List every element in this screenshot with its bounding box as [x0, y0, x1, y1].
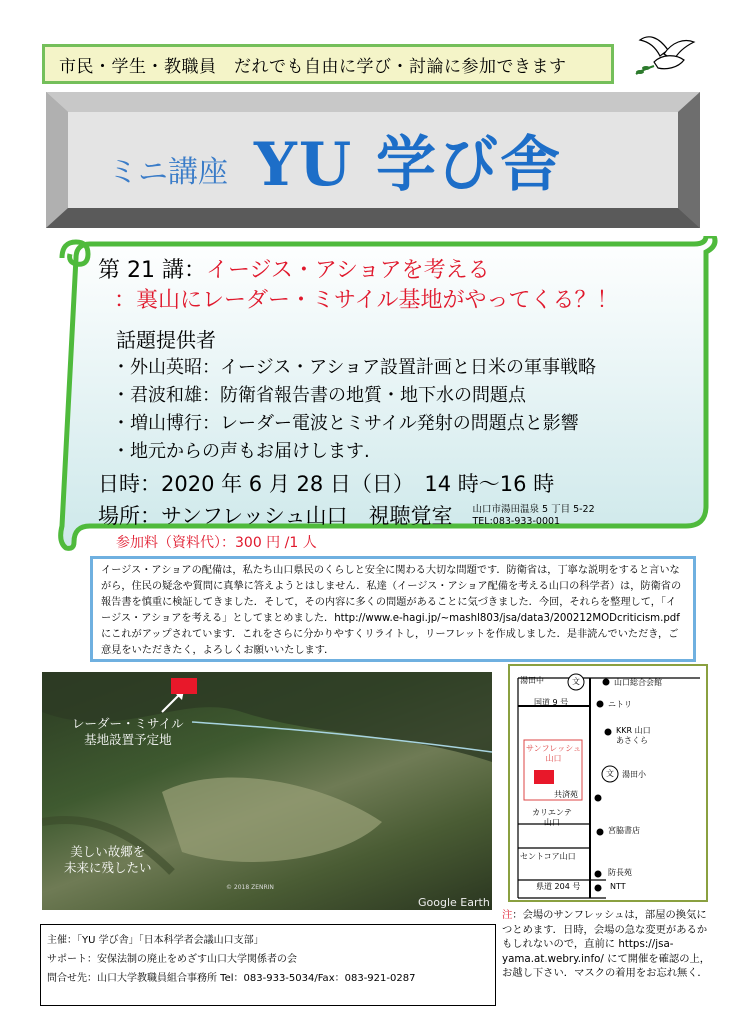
map-label-bochoen: 防長苑: [608, 868, 632, 877]
map-label-miyawaki: 宮脇書店: [608, 826, 640, 835]
map-label-nitori: ニトリ: [608, 700, 632, 709]
description-box: [90, 556, 696, 662]
map-label-line: 山口: [543, 818, 560, 827]
title-sub: ミニ講座: [108, 155, 228, 190]
fee: 参加料（資料代）：300 円 /1 人: [116, 535, 317, 551]
google-earth-logo: Google Earth: [418, 896, 490, 909]
speaker-item: ・増山博行：レーダー電波とミサイル発射の問題点と影響: [112, 413, 579, 434]
event-venue: 場所：サンフレッシュ山口 視聴覚室: [98, 504, 453, 528]
host-line: 主催：「YU 学び舎」「日本科学者会議山口支部」: [47, 935, 264, 946]
venue-map: [508, 664, 708, 902]
map-label-kaikan: 山口総合会館: [614, 678, 662, 687]
title-main: YU 学び舎: [254, 130, 563, 200]
map-label-centcore: セントコア山口: [520, 852, 576, 861]
title-frame: [46, 92, 700, 228]
phone-line: TEL:083-933-0001: [472, 516, 561, 527]
tagline-banner: [42, 44, 614, 84]
organizers-box: [40, 924, 496, 1006]
map-label-yudasho: 湯田小: [622, 770, 646, 779]
map-label-line: カリエンテ: [532, 808, 572, 817]
speaker-item: ・地元からの声もお届けします.: [112, 441, 370, 462]
map-label-sunfresh: [526, 744, 581, 764]
site-label-line: 基地設置予定地: [84, 732, 172, 747]
speaker-item: ・君波和雄：防衛省報告書の地質・地下水の問題点: [112, 385, 526, 406]
map-label-yudanaka: 湯田中: [520, 676, 544, 685]
map-label-line: サンフレッシュ: [526, 744, 582, 753]
contact-line: 問合せ先：山口大学教職員組合事務所 Tel：083-933-5034/Fax：083-921-0287: [47, 973, 416, 984]
caption-line: 未来に残したい: [64, 860, 152, 875]
map-label-kyosaien: 共済苑: [554, 790, 578, 799]
address-line: 山口市湯田温泉 5 丁目 5-22: [472, 504, 595, 515]
note-text: ：会場のサンフレッシュは，部屋の換気につとめます．日時，会場の急な変更があるかもしれないので，直前に https://jsa-yama.at.webry.info/ にて開催を確認の上，お越し下さい．マスクの着用をお忘れ無く．: [502, 909, 711, 979]
lecture-title: イージス・アショアを考える: [205, 258, 490, 283]
map-label-kariente: [532, 808, 572, 828]
speakers-heading: 話題提供者: [116, 328, 216, 352]
aerial-photo: [42, 672, 492, 910]
school-icon: 文: [606, 769, 614, 778]
lecture-subtitle: ：裏山にレーダー・ミサイル基地がやってくる？！: [114, 288, 619, 313]
support-line: サポート：安保法制の廃止をめざす山口大学関係者の会: [47, 954, 297, 965]
map-label-line: KKR 山口: [616, 726, 651, 735]
lecture-number: 第 21 講：: [98, 258, 206, 283]
site-marker: [171, 678, 197, 694]
map-label-kkr: [616, 726, 651, 746]
map-label-ntt: NTT: [610, 882, 626, 891]
map-label-route204: 県道 204 号: [536, 882, 581, 891]
tagline-text: 市民・学生・教職員 だれでも自由に学び・討論に参加できます: [59, 56, 567, 77]
site-label: [72, 716, 184, 748]
site-label-line: レーダー・ミサイル: [72, 716, 184, 731]
school-icon: 文: [572, 677, 580, 686]
venue-address: [472, 504, 594, 528]
description-text: イージス・アショアの配備は，私たち山口県民のくらしと安全に関わる大切な問題です．防衛省は，丁寧な説明をすると言いながら，住民の疑念や質問に真摯に答えようとはしません．私達（イージス・アショア配備を考える山口の科学者）は，防衛省の報告書を慎重に検証してきました．そして，その内容に多くの問題があることに気づきました．今回，それらを整理して，「イージス・アショアを考える」としてまとめました．http://www.e-hagi.jp/~mashl803/jsa/data3/200212MODcriticism.pdf にこれがアップされています．これをさらに分かりやすくリライトし，リーフレットを作成しました．是非読んでいただき，ご意見をいただきたく，よろしくお願いいたします．: [101, 565, 682, 656]
event-datetime: 日時：2020 年 6 月 28 日（日） 14 時〜16 時: [98, 472, 555, 496]
map-label-route9: 国道 9 号: [534, 698, 569, 707]
caption-line: 美しい故郷を: [70, 844, 146, 859]
map-label-line: あさくら: [616, 736, 648, 745]
note: [502, 908, 714, 981]
photo-caption: [64, 844, 152, 876]
map-label-line: 山口: [545, 754, 562, 763]
lecture-panel: [54, 236, 720, 552]
map-copyright: © 2018 ZENRIN: [226, 884, 274, 891]
note-label: 注: [502, 909, 513, 921]
speaker-item: ・外山英昭：イージス・アショア設置計画と日米の軍事戦略: [112, 357, 597, 378]
dove-icon: [628, 32, 700, 92]
